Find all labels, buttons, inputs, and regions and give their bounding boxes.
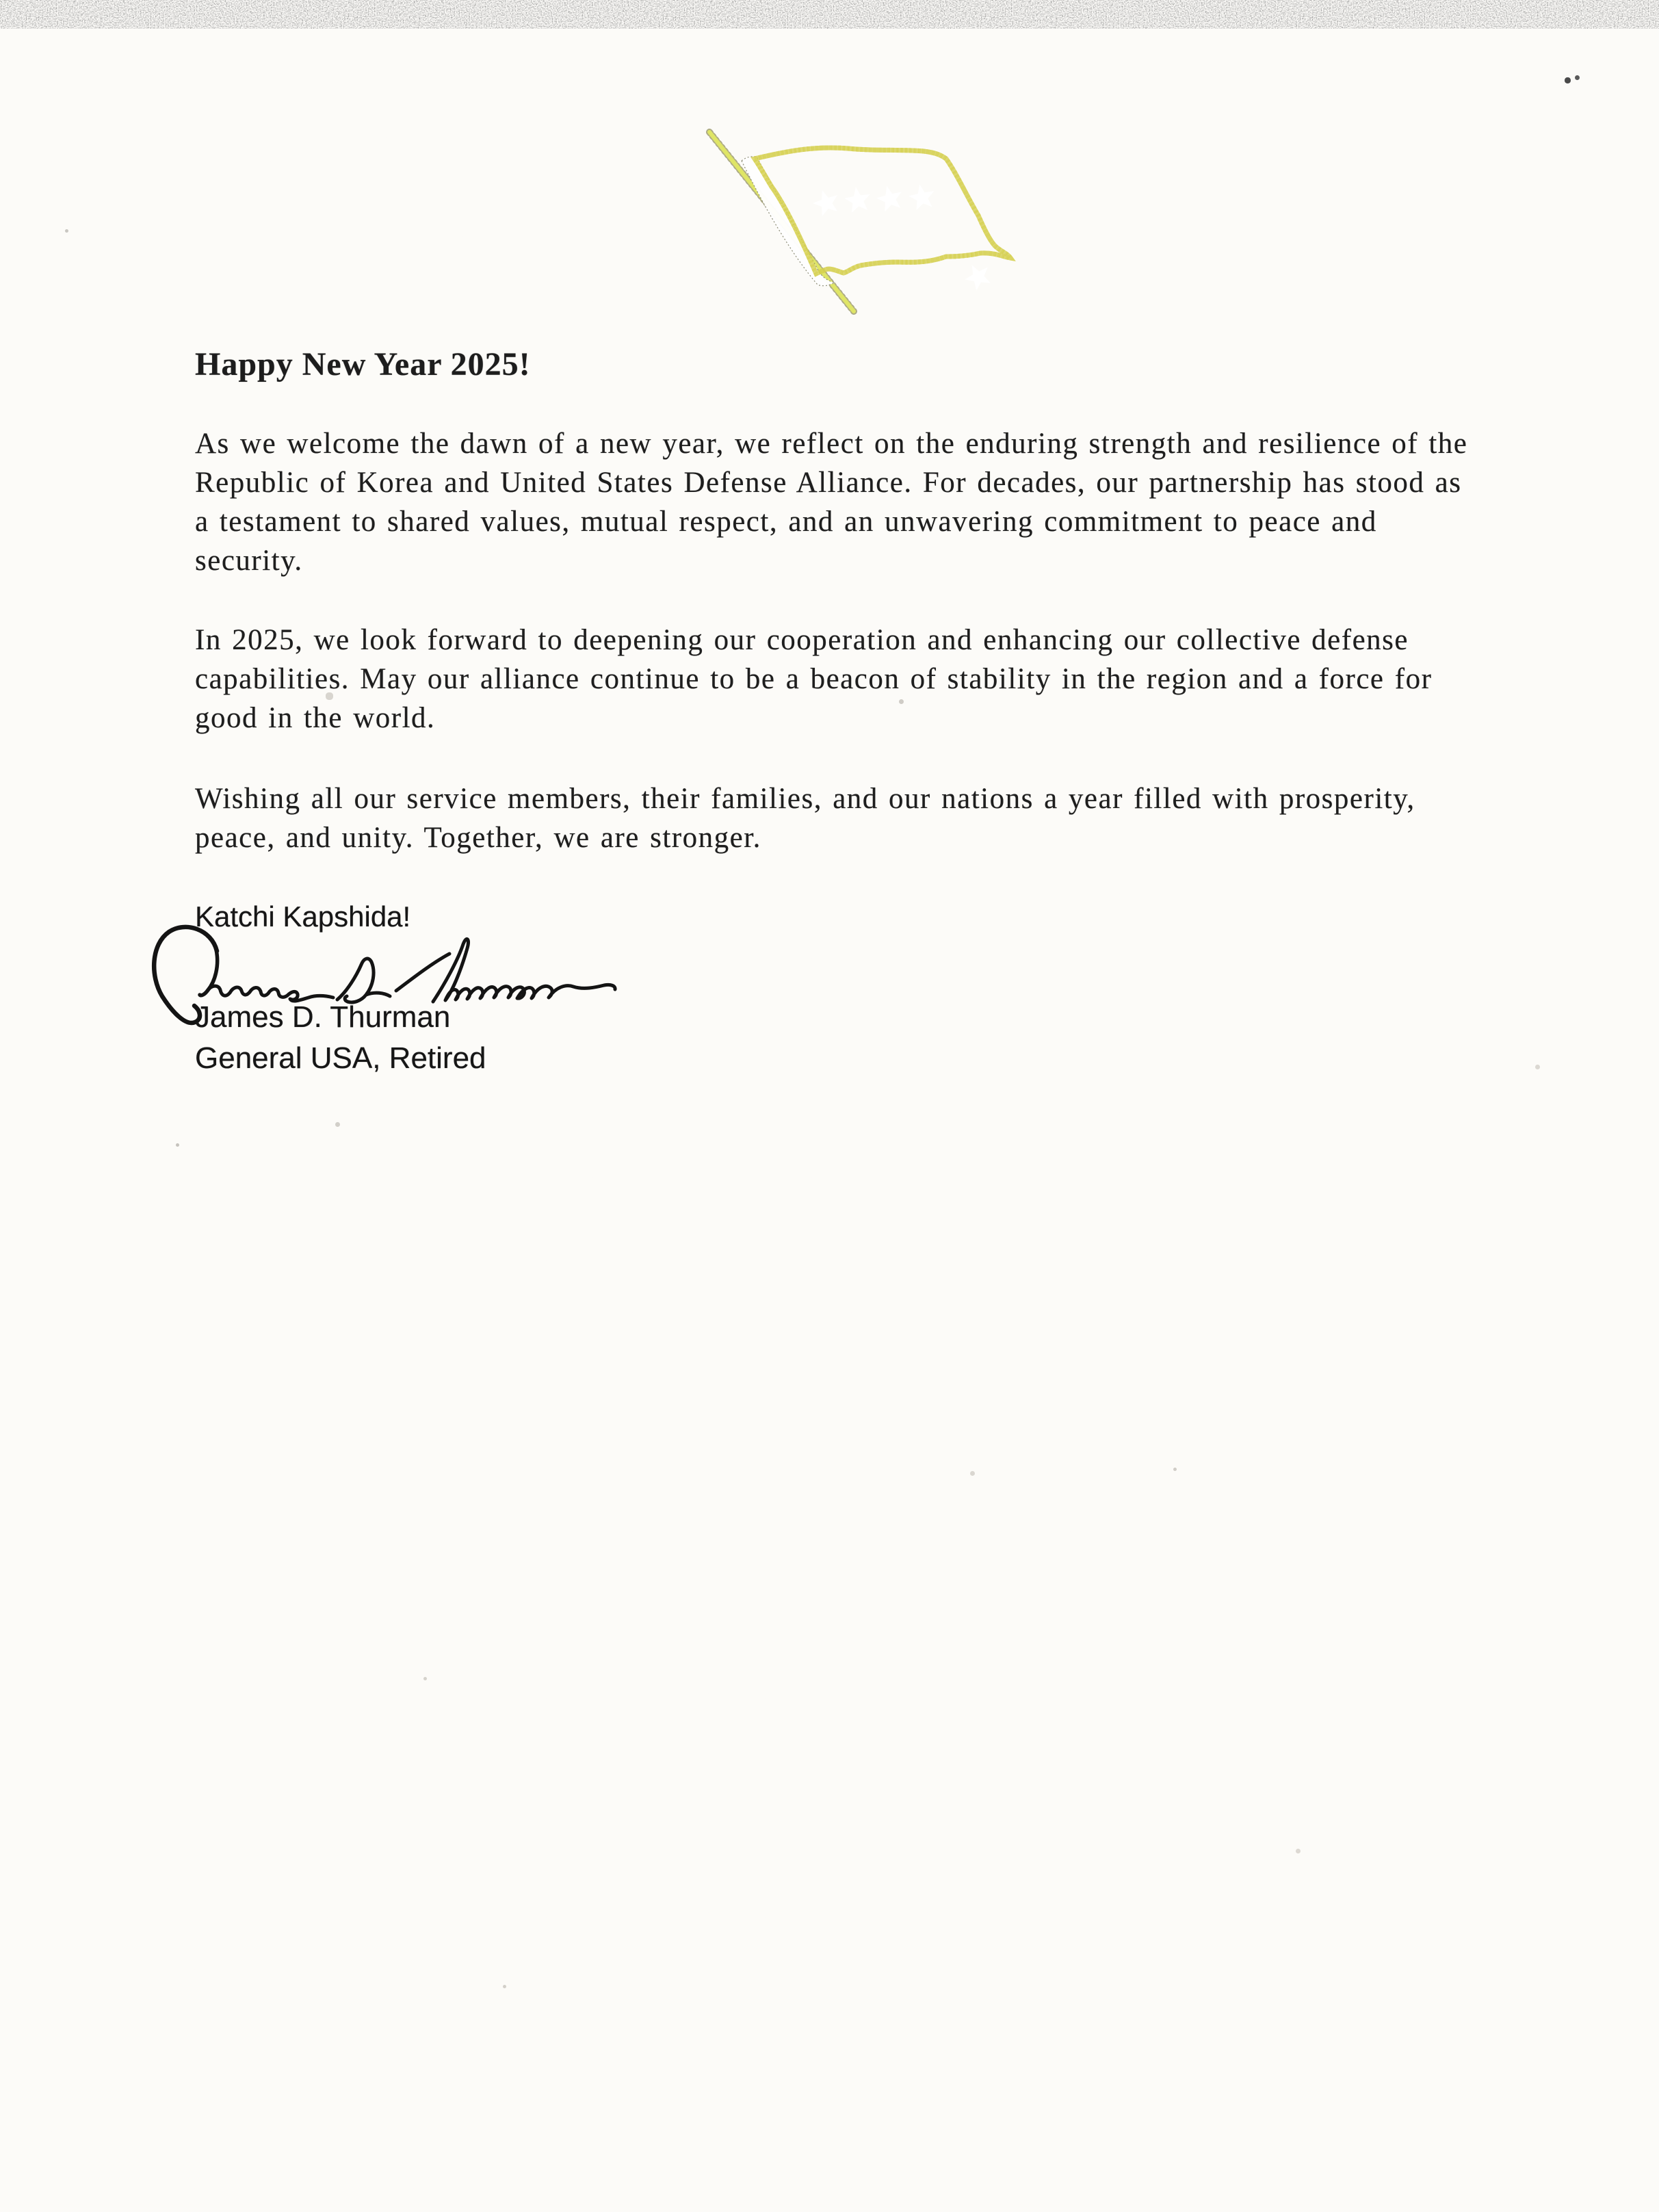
star-icon <box>810 186 842 218</box>
paragraph-3 <box>195 779 1415 857</box>
paragraph-line: Wishing all our service members, their families, and our nations a year filled with prosperity, <box>195 783 1415 815</box>
scan-noise-band <box>0 0 1659 29</box>
flag-fringe <box>755 148 1010 274</box>
paragraph-2 <box>195 621 1432 738</box>
star-icon <box>874 183 906 213</box>
paragraph-line: a testament to shared values, mutual respect, and an unwavering commitment to peace and <box>195 506 1377 538</box>
paragraph-line: In 2025, we look forward to deepening our cooperation and enhancing our collective defense <box>195 624 1409 656</box>
paragraph-line: Republic of Korea and United States Defense Alliance. For decades, our partnership has stood as <box>195 467 1462 499</box>
star-icon <box>843 185 872 213</box>
letter-heading: Happy New Year 2025! <box>195 346 531 382</box>
closing-line: Katchi Kapshida! <box>195 900 411 933</box>
paragraph-line: capabilities. May our alliance continue to be a beacon of stability in the region and a force for <box>195 663 1433 695</box>
paragraph-line: security. <box>195 545 303 577</box>
paragraph-1 <box>195 424 1467 580</box>
signer-title: General USA, Retired <box>195 1041 486 1075</box>
scan-specks <box>0 0 2 2</box>
paragraph-line: As we welcome the dawn of a new year, we reflect on the enduring strength and resilience of the <box>195 428 1468 460</box>
paragraph-line: good in the world. <box>195 702 436 734</box>
star-icon <box>959 257 997 294</box>
signer-name: James D. Thurman <box>195 1000 451 1034</box>
star-icon <box>907 182 937 211</box>
paragraph-line: peace, and unity. Together, we are stronger. <box>195 822 761 854</box>
four-star-general-flag-icon <box>705 127 1019 315</box>
